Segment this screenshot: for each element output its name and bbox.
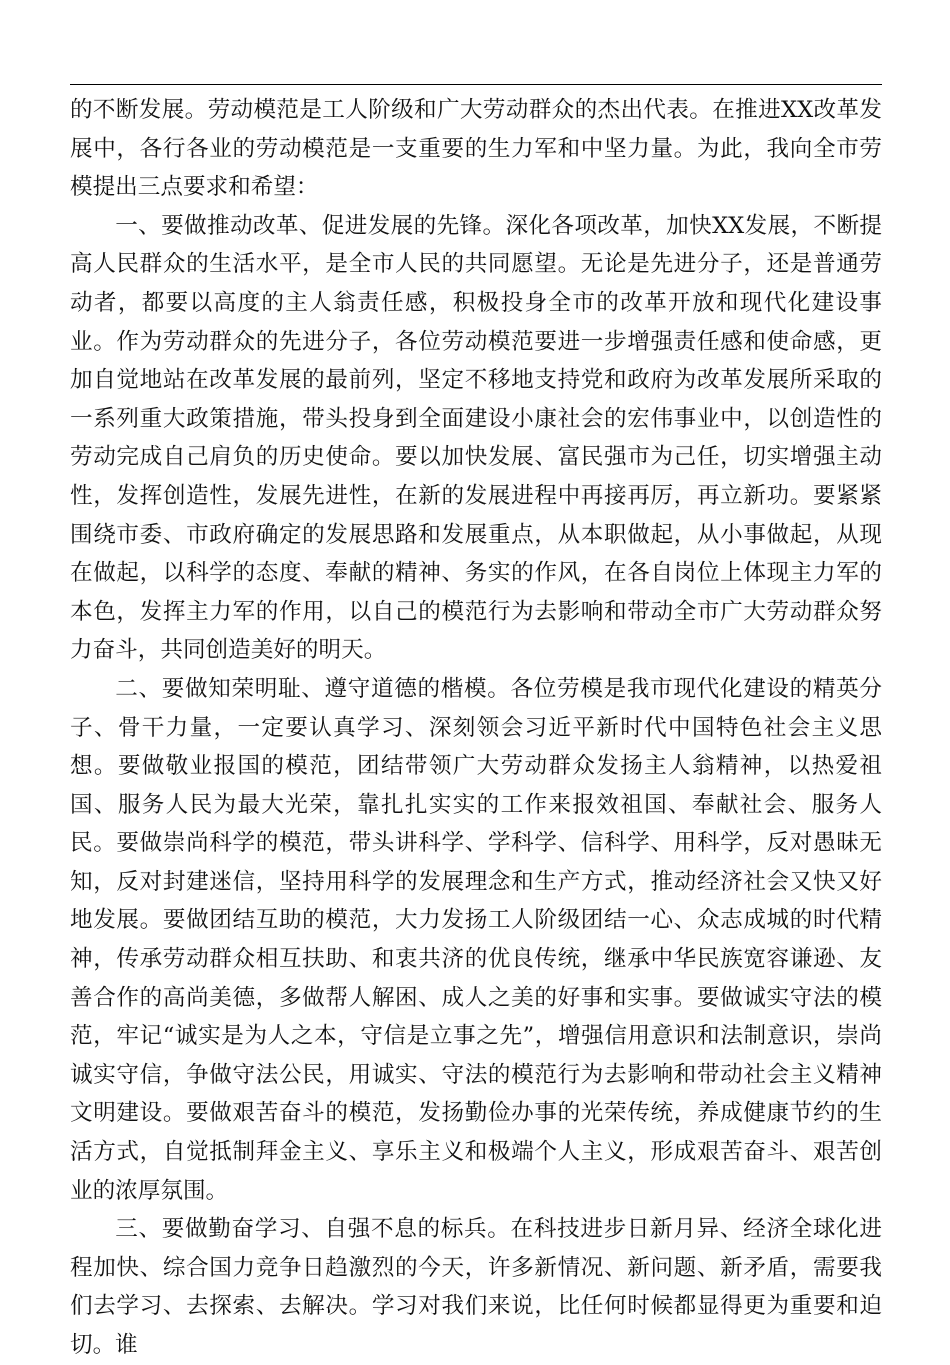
paragraph-point-two: 二、要做知荣明耻、遵守道德的楷模。各位劳模是我市现代化建设的精英分子、骨干力量，一定要认真学习、深刻领会习近平新时代中国特色社会主义思想。要做敬业报国的模范，团结带领广大劳动群众发扬主人翁精神，以热爱祖国、服务人民为最大光荣，靠扎扎实实的工作来报效祖国、奉献社会、服务人民。要做崇尚科学的模范，带头讲科学、学科学、信科学、用科学，反对愚昧无知，反对封建迷信，坚持用科学的发展理念和生产方式，推动经济社会又快又好地发展。要做团结互助的模范，大力发扬工人阶级团结一心、众志成城的时代精神，传承劳动群众相互扶助、和衷共济的优良传统，继承中华民族宽容谦逊、友善合作的高尚美德，多做帮人解困、成人之美的好事和实事。要做诚实守法的模范，牢记“诚实是为人之本，守信是立事之先”，增强信用意识和法制意识，崇尚诚实守信，争做守法公民，用诚实、守法的模范行为去影响和带动社会主义精神文明建设。要做艰苦奋斗的模范，发扬勤俭办事的光荣传统，养成健康节约的生活方式，自觉抵制拜金主义、享乐主义和极端个人主义，形成艰苦奋斗、艰苦创业的浓厚氛围。 [70,675,882,1204]
paragraph-point-three: 三、要做勤奋学习、自强不息的标兵。在科技进步日新月异、经济全球化进程加快、综合国力竞争日趋激烈的今天，许多新情况、新问题、新矛盾，需要我们去学习、去探索、去解决。学习对我们来说，比任何时候都显得更为重要和迫切。谁 [70,1216,882,1358]
header-rule [70,84,882,85]
paragraph-continuation: 的不断发展。劳动模范是工人阶级和广大劳动群众的杰出代表。在推进XX改革发展中，各行各业的劳动模范是一支重要的生力军和中坚力量。为此，我向全市劳模提出三点要求和希望： [70,97,882,201]
paragraph-point-one: 一、要做推动改革、促进发展的先锋。深化各项改革，加快XX发展，不断提高人民群众的生活水平，是全市人民的共同愿望。无论是先进分子，还是普通劳动者，都要以高度的主人翁责任感，积极投身全市的改革开放和现代化建设事业。作为劳动群众的先进分子，各位劳动模范要进一步增强责任感和使命感，更加自觉地站在改革发展的最前列，坚定不移地支持党和政府为改革发展所采取的一系列重大政策措施，带头投身到全面建设小康社会的宏伟事业中，以创造性的劳动完成自己肩负的历史使命。要以加快发展、富民强市为己任，切实增强主动性，发挥创造性，发展先进性，在新的发展进程中再接再厉，再立新功。要紧紧围绕市委、市政府确定的发展思路和发展重点，从本职做起，从小事做起，从现在做起，以科学的态度、奉献的精神、务实的作风，在各自岗位上体现主力军的本色，发挥主力军的作用，以自己的模范行为去影响和带动全市广大劳动群众努力奋斗，共同创造美好的明天。 [70,212,882,664]
document-body [70,91,882,1365]
